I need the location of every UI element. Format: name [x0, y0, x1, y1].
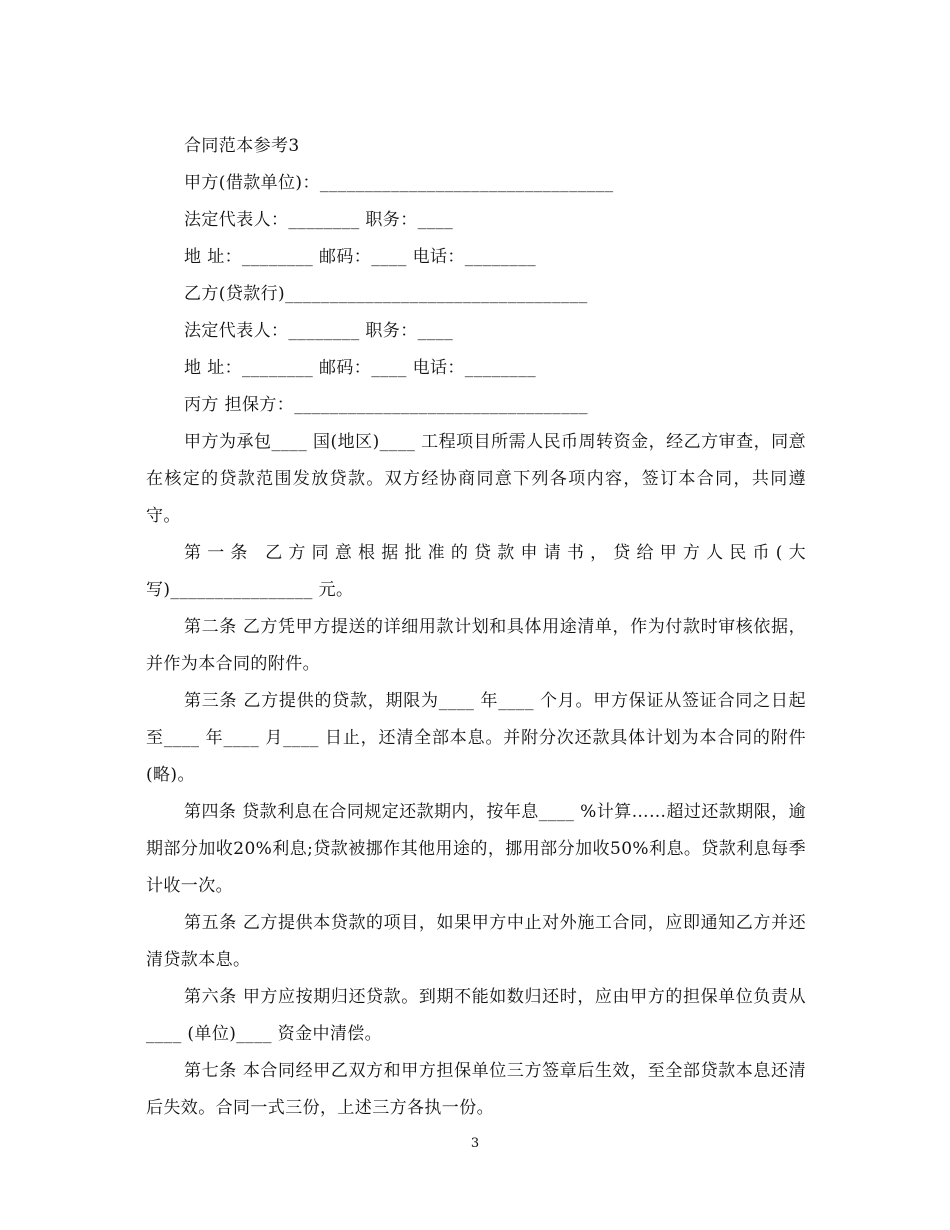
- party-b-line: 乙方(贷款行)__________________________________: [184, 284, 588, 304]
- article-6-paragraph: 第六条 甲方应按期归还贷款。到期不能如数归还时，应由甲方的担保单位负责从____ (单位)____ 资金中清偿。: [146, 987, 806, 1044]
- article-3-paragraph: 第三条 乙方提供的贷款，期限为____ 年____ 个月。甲方保证从签证合同之日起至____ 年____ 月____ 日止，还清全部本息。并附分次还款具体计划为本合同的附件(略)。: [146, 691, 806, 785]
- article-7-paragraph: 第七条 本合同经甲乙双方和甲方担保单位三方签章后生效，至全部贷款本息还清后失效。合同一式三份，上述三方各执一份。: [146, 1061, 806, 1118]
- article-4-paragraph: 第四条 贷款利息在合同规定还款期内，按年息____ %计算……超过还款期限，逾期部分加收20%利息;贷款被挪作其他用途的，挪用部分加收50%利息。贷款利息每季计收一次。: [146, 802, 806, 896]
- article-1-paragraph: 第一条 乙方同意根据批准的贷款申请书，贷给甲方人民币(大写)________________ 元。: [146, 543, 806, 600]
- party-a-representative-line: 法定代表人：________ 职务：____: [184, 210, 454, 230]
- page-number: 3: [470, 1136, 480, 1151]
- party-a-address-line: 地 址：________ 邮码：____ 电话：________: [184, 247, 537, 267]
- article-2-paragraph: 第二条 乙方凭甲方提送的详细用款计划和具体用途清单，作为付款时审核依据，并作为本合同的附件。: [146, 617, 806, 674]
- document-title: 合同范本参考3: [184, 136, 300, 156]
- party-b-representative-line: 法定代表人：________ 职务：____: [184, 321, 454, 341]
- party-b-address-line: 地 址：________ 邮码：____ 电话：________: [184, 358, 537, 378]
- party-a-line: 甲方(借款单位)：_________________________________: [184, 173, 614, 193]
- article-5-paragraph: 第五条 乙方提供本贷款的项目，如果甲方中止对外施工合同，应即通知乙方并还清贷款本息。: [146, 913, 806, 970]
- party-c-guarantor-line: 丙方 担保方：_________________________________: [184, 395, 588, 415]
- preamble-paragraph: 甲方为承包____ 国(地区)____ 工程项目所需人民币周转资金，经乙方审查，同意在核定的贷款范围发放贷款。双方经协商同意下列各项内容，签订本合同，共同遵守。: [146, 432, 806, 526]
- document-body: [146, 128, 806, 1127]
